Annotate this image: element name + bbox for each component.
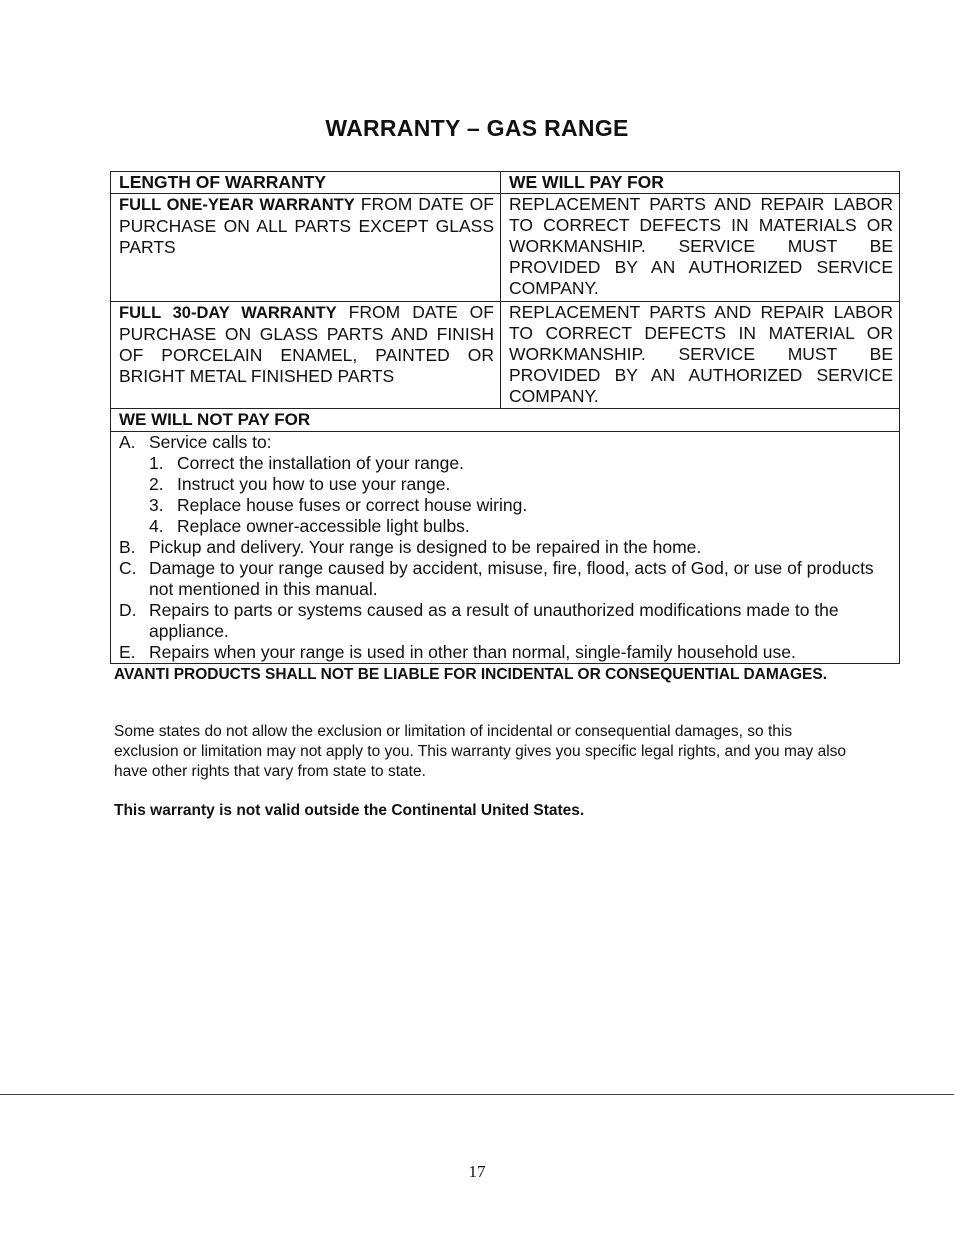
page-number: 17 xyxy=(468,1162,486,1181)
list-item xyxy=(119,432,893,453)
warranty-table xyxy=(110,171,900,664)
list-item-text: Instruct you how to use your range. xyxy=(177,474,451,494)
list-item xyxy=(119,642,893,663)
list-item-text: Correct the installation of your range. xyxy=(177,453,464,473)
warranty-pay-cell: REPLACEMENT PARTS AND REPAIR LABOR TO CORRECT DEFECTS IN MATERIAL OR WORKMANSHIP. SERVICE MUST BE PROVIDED BY AN AUTHORIZED SERVICE COMPANY. xyxy=(501,302,900,409)
column-header-pay: WE WILL PAY FOR xyxy=(501,172,900,194)
list-item-text: Pickup and delivery. Your range is designed to be repaired in the home. xyxy=(149,537,702,557)
sub-list-item xyxy=(119,495,893,516)
sub-list-item xyxy=(119,516,893,537)
table-header-row xyxy=(111,172,900,194)
list-marker: 1. xyxy=(149,453,164,473)
sub-list-item xyxy=(119,453,893,474)
list-marker: B. xyxy=(119,537,136,557)
list-marker: 2. xyxy=(149,474,164,494)
list-marker: 4. xyxy=(149,516,164,536)
list-item-text: Repairs to parts or systems caused as a result of unauthorized modifications made to the appliance. xyxy=(149,600,839,641)
not-pay-header-row xyxy=(111,409,900,432)
list-item-text: Service calls to: xyxy=(149,432,272,452)
list-item xyxy=(119,600,893,642)
table-row xyxy=(111,302,900,409)
list-marker: E. xyxy=(119,642,136,662)
list-marker: C. xyxy=(119,558,137,578)
warranty-length-lead: FULL ONE-YEAR WARRANTY xyxy=(119,196,355,214)
validity-notice: This warranty is not valid outside the Continental United States. xyxy=(114,802,585,819)
warranty-pay-cell: REPLACEMENT PARTS AND REPAIR LABOR TO CORRECT DEFECTS IN MATERIALS OR WORKMANSHIP. SERVICE MUST BE PROVIDED BY AN AUTHORIZED SERVICE COMPANY. xyxy=(501,194,900,302)
page-title: WARRANTY – GAS RANGE xyxy=(325,115,629,141)
list-item xyxy=(119,558,893,600)
table-row xyxy=(111,194,900,302)
warranty-length-text: FROM DATE OF PURCHASE ON ALL PARTS EXCEPT GLASS PARTS xyxy=(119,194,494,257)
column-header-length: LENGTH OF WARRANTY xyxy=(111,172,501,194)
list-item xyxy=(119,537,893,558)
list-item-text: Damage to your range caused by accident, misuse, fire, flood, acts of God, or use of products not mentioned in this manual. xyxy=(149,558,874,599)
list-item-text: Repairs when your range is used in other than normal, single-family household use. xyxy=(149,642,796,662)
list-marker: D. xyxy=(119,600,137,620)
exclusions-row xyxy=(111,432,900,664)
warranty-length-cell xyxy=(111,194,501,302)
list-marker: 3. xyxy=(149,495,164,515)
sub-list-item xyxy=(119,474,893,495)
warranty-length-lead: FULL 30-DAY WARRANTY xyxy=(119,304,337,322)
list-item-text: Replace house fuses or correct house wiring. xyxy=(177,495,528,515)
liability-notice: AVANTI PRODUCTS SHALL NOT BE LIABLE FOR INCIDENTAL OR CONSEQUENTIAL DAMAGES. xyxy=(114,666,828,683)
not-pay-header: WE WILL NOT PAY FOR xyxy=(111,409,900,432)
warranty-length-cell xyxy=(111,302,501,409)
exclusions-list xyxy=(111,432,900,664)
warranty-length-text: FROM DATE OF PURCHASE ON GLASS PARTS AND FINISH OF PORCELAIN ENAMEL, PAINTED OR BRIGHT METAL FINISHED PARTS xyxy=(119,302,494,386)
list-marker: A. xyxy=(119,432,136,452)
list-item-text: Replace owner-accessible light bulbs. xyxy=(177,516,470,536)
footer-divider xyxy=(0,1094,954,1095)
states-paragraph: Some states do not allow the exclusion or limitation of incidental or consequential damages, so this exclusion or limitation may not apply to you. This warranty gives you specific legal rights, and you may also have other rights that vary from state to state. xyxy=(114,723,847,780)
